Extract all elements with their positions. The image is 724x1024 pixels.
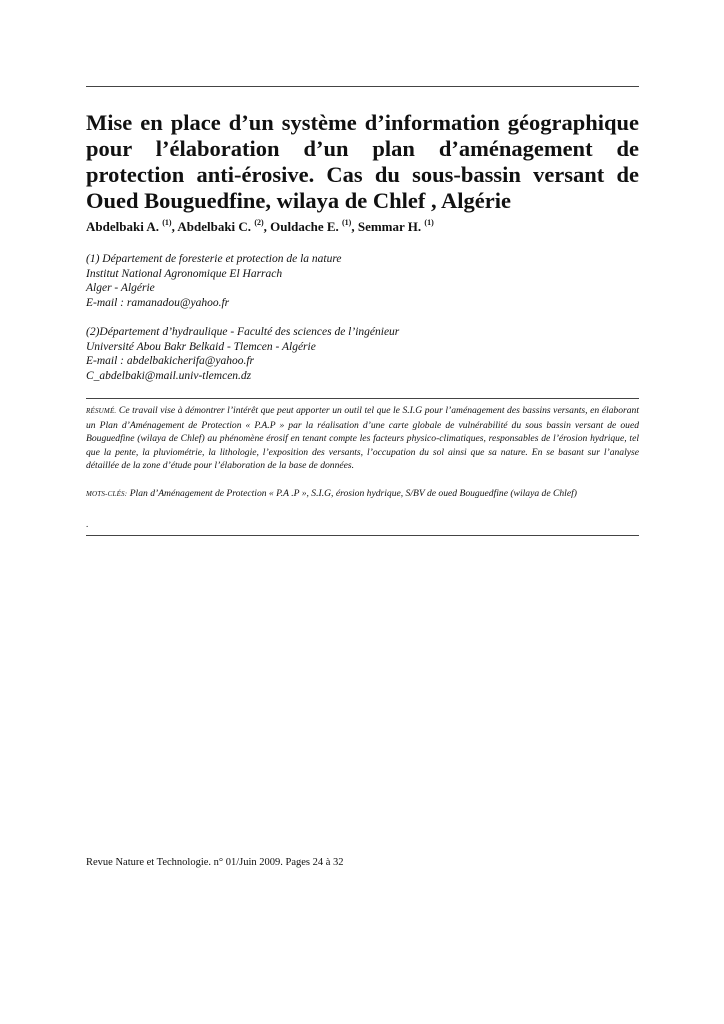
author-affil-marker: (2) xyxy=(254,218,264,227)
affiliation-email: E-mail : abdelbakicherifa@yahoo.fr xyxy=(86,355,255,368)
abstract-bottom-rule xyxy=(86,535,639,536)
affiliation-line: (1) Département de foresterie et protection de la nature xyxy=(86,253,342,265)
keywords-label: MOTS-CLÉS: xyxy=(86,490,128,498)
abstract xyxy=(86,404,639,473)
author-affil-marker: (1) xyxy=(162,218,172,227)
affiliation-line: (2)Département d’hydraulique - Faculté des sciences de l’ingénieur xyxy=(86,326,400,338)
affiliation-block-1 xyxy=(86,252,646,310)
author-name: Ouldache E. xyxy=(270,219,339,234)
affiliation-line: Institut National Agronomique El Harrach xyxy=(86,267,283,280)
keywords-text: Plan d’Aménagement de Protection « P.A .P », S.I.G, érosion hydrique, S/BV de oued Bouguedfine (wilaya de Chlef) xyxy=(129,488,577,499)
author-name: Abdelbaki C. xyxy=(177,219,252,234)
stray-mark: . xyxy=(86,519,89,529)
abstract-label: RÉSUMÉ. xyxy=(86,407,117,415)
author-list: Abdelbaki A. $^{(1)}$, Abdelbaki C. $^{(2)}$, Ouldache E. $^{(1)}$, Semmar H. $^{(1)}$ xyxy=(86,218,434,234)
journal-footer: Revue Nature et Technologie. n° 01/Juin 2009. Pages 24 à 32 xyxy=(86,857,344,868)
abstract-text: Ce travail vise à démontrer l’intérêt que peut apporter un outil tel que le S.I.G pour l’aménagement des bassins versants, en élaborant un Plan d’Aménagement de Protection « P.A.P » par la réalisation d’une carte globale de vulnérabilité du sous bassin versant de oued Bouguedfine (wilaya de Chlef) au phénomène érosif en tenant compte les facteurs physico-climatiques, responsables de l’érosion hydrique, tel que la pente, la pluviométrie, la lithologie, l’exposition des versants, l’occupation du sol ainsi que sa nature. En se basant sur l’analyse détaillée de la zone d’étude pour l’élaboration de la base de données. xyxy=(86,405,639,472)
affiliation-block-2 xyxy=(86,325,646,383)
affiliation-email: E-mail : ramanadou@yahoo.fr xyxy=(86,296,230,309)
author-affil-marker: (1) xyxy=(424,218,434,227)
author-name: Abdelbaki A. xyxy=(86,219,159,234)
author-name: Semmar H. xyxy=(357,219,422,234)
affiliation-line: Alger - Algérie xyxy=(86,282,155,295)
top-rule xyxy=(86,86,639,87)
abstract-top-rule xyxy=(86,398,639,399)
keywords xyxy=(86,487,639,502)
author-affil-marker: (1) xyxy=(342,218,352,227)
paper-title: Mise en place d’un système d’information géographique pour l’élaboration d’un plan d’aménagement de protection anti-érosive. Cas du sous-bassin versant de Oued Bouguedfine, wilaya de Chlef , Algérie xyxy=(86,110,639,213)
affiliation-line: Université Abou Bakr Belkaid - Tlemcen - Algérie xyxy=(86,340,316,353)
affiliation-email: C_abdelbaki@mail.univ-tlemcen.dz xyxy=(86,369,252,382)
